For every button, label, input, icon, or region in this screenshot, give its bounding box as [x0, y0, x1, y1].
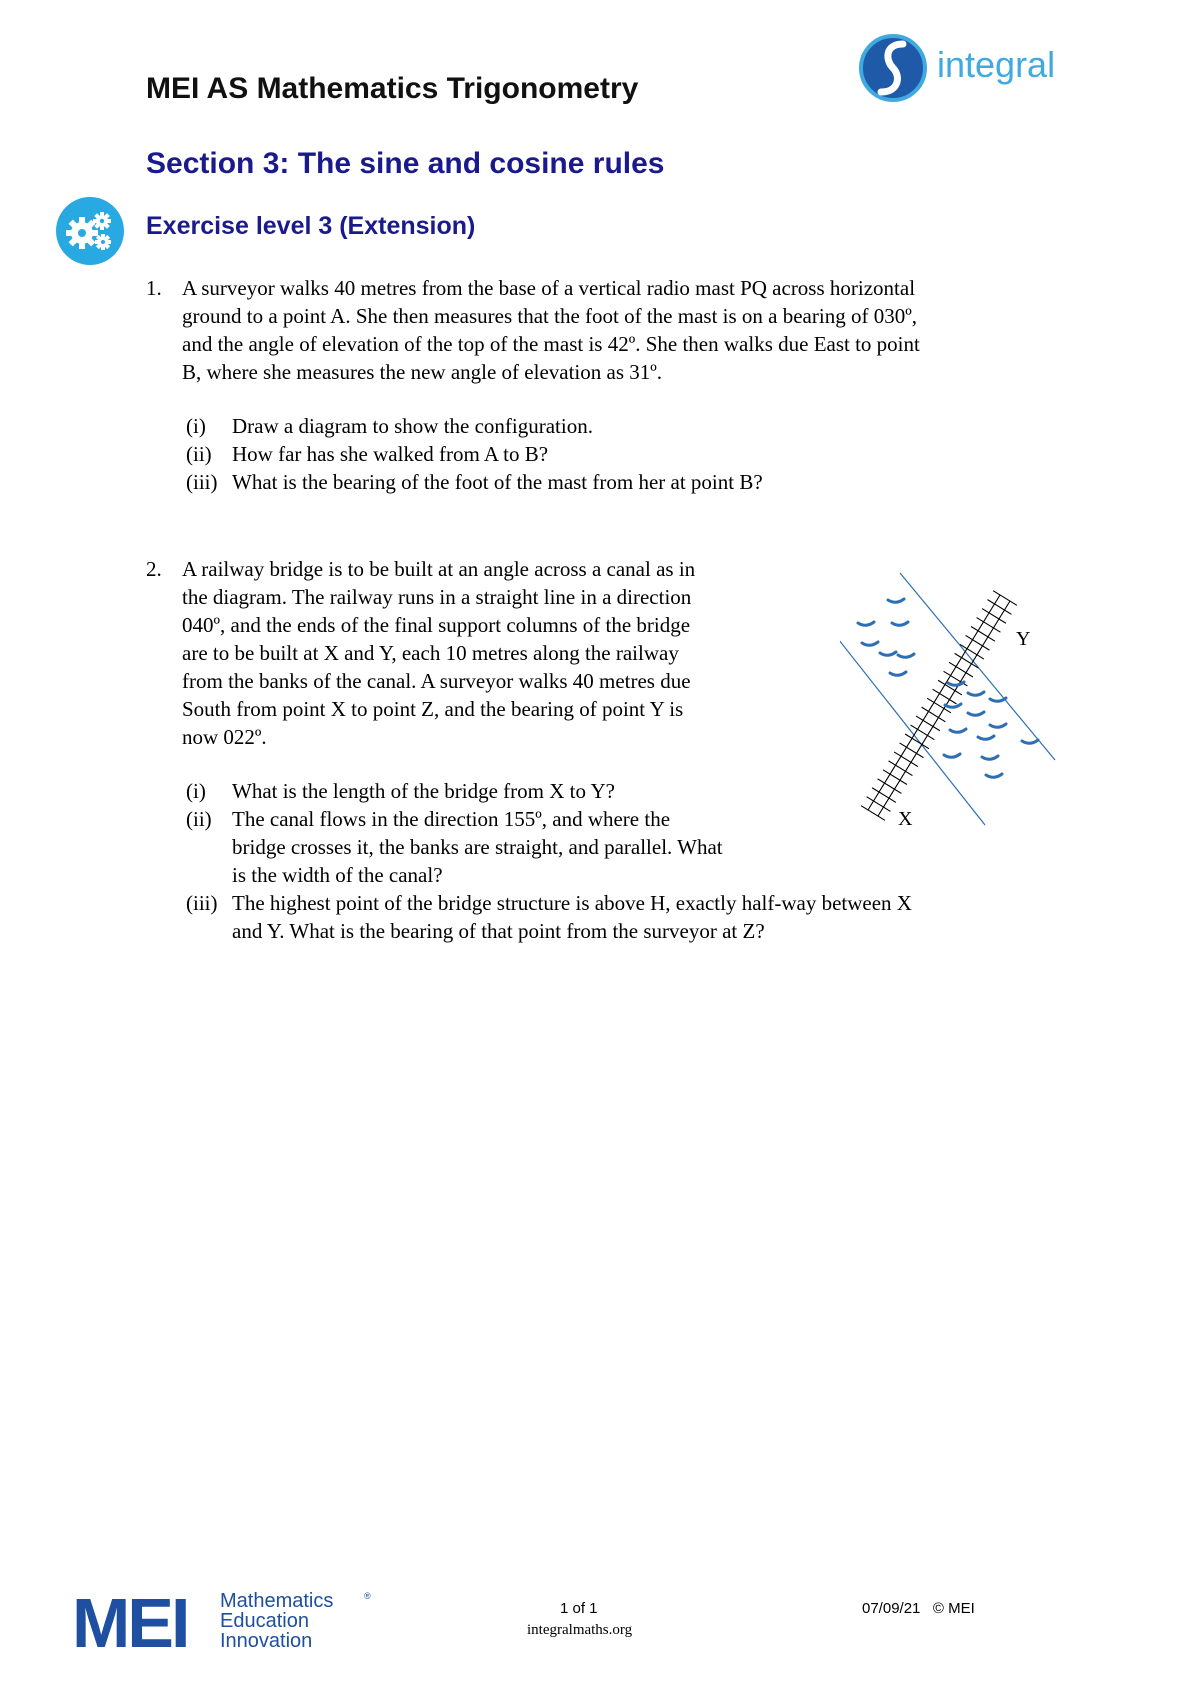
question-1 — [0, 274, 1200, 504]
question-line: South from point X to point Z, and the bearing of point Y is — [182, 697, 684, 721]
railway-sleeper — [878, 779, 902, 794]
footer-date — [862, 1600, 975, 1617]
question-line: are to be built at X and Y, each 10 metres along the railway — [182, 641, 679, 665]
water-ripples — [858, 599, 1038, 777]
railway-sleeper — [949, 662, 973, 677]
part-label: (i) — [186, 414, 206, 438]
part-text: and Y. What is the bearing of that point from the surveyor at Z? — [232, 919, 765, 943]
section-title: Section 3: The sine and cosine rules — [146, 147, 665, 180]
part-text: is the width of the canal? — [232, 863, 443, 887]
railway-track — [861, 591, 1017, 821]
question-parts — [182, 412, 763, 496]
question-line: and the angle of elevation of the top of the mast is 42º. She then walks due East to point — [182, 332, 920, 356]
railway-sleeper — [911, 725, 935, 740]
question-line: now 022º. — [182, 725, 267, 749]
question-number: 2. — [146, 557, 162, 581]
railway-sleeper — [894, 752, 918, 767]
integral-logo-text: integral — [937, 44, 1056, 85]
question-part — [182, 805, 912, 889]
question-part — [182, 412, 763, 440]
org-line: Mathematics — [220, 1590, 334, 1612]
copyright-text: © MEI — [932, 1600, 975, 1617]
railway-sleeper — [922, 707, 946, 722]
question-part — [182, 468, 763, 496]
question-line: 040º, and the ends of the final support columns of the bridge — [182, 613, 691, 637]
question-part — [182, 777, 912, 805]
document-title: MEI AS Mathematics Trigonometry — [146, 72, 639, 105]
railway-sleeper — [971, 627, 995, 642]
railway-sleeper — [916, 716, 940, 731]
date-text: 07/09/21 — [862, 1600, 921, 1617]
railway-sleeper — [977, 618, 1001, 633]
part-text: bridge crosses it, the banks are straight, and parallel. What — [232, 835, 723, 859]
org-line: Education — [220, 1610, 309, 1632]
part-text: How far has she walked from A to B? — [232, 442, 549, 466]
railway-sleeper — [900, 743, 924, 758]
railway-sleeper — [861, 806, 885, 821]
railway-sleeper — [988, 600, 1012, 615]
question-line: the diagram. The railway runs in a straight line in a direction — [182, 585, 692, 609]
part-label: (i) — [186, 779, 206, 803]
railway-sleeper — [982, 609, 1006, 624]
railway-sleeper — [905, 734, 929, 749]
question-part — [182, 440, 763, 468]
railway-sleeper — [955, 653, 979, 668]
question-text — [182, 274, 920, 386]
part-label: (ii) — [186, 807, 212, 831]
canal-bank — [900, 573, 1055, 760]
part-text: What is the length of the bridge from X to Y? — [232, 779, 615, 803]
railway-sleeper — [883, 770, 907, 785]
question-line: from the banks of the canal. A surveyor walks 40 metres due — [182, 669, 691, 693]
part-label: (ii) — [186, 442, 212, 466]
part-text: Draw a diagram to show the configuration. — [232, 414, 593, 438]
question-number: 1. — [146, 276, 162, 300]
railway-sleeper — [966, 635, 990, 650]
integral-logo — [855, 30, 1095, 110]
question-line: A surveyor walks 40 metres from the base of a vertical radio mast PQ across horizontal — [182, 276, 916, 300]
question-text — [182, 555, 695, 751]
railway-sleeper — [872, 788, 896, 803]
bridge-canal-diagram — [840, 565, 1070, 840]
question-line: B, where she measures the new angle of elevation as 31º. — [182, 360, 663, 384]
part-label: (iii) — [186, 891, 218, 915]
railway-sleeper — [993, 591, 1017, 606]
railway-sleepers — [861, 591, 1017, 821]
question-parts — [182, 777, 912, 945]
question-part — [182, 889, 912, 945]
part-text: The highest point of the bridge structure is above H, exactly half-way between X — [232, 891, 912, 915]
exercise-title: Exercise level 3 (Extension) — [146, 212, 476, 240]
site-link[interactable]: integralmaths.org — [527, 1622, 633, 1638]
part-label: (iii) — [186, 470, 218, 494]
point-y-label: Y — [1016, 628, 1031, 650]
point-x-label: X — [898, 808, 913, 830]
page-number: 1 of 1 — [560, 1600, 598, 1617]
railway-sleeper — [933, 689, 957, 704]
gears-icon — [55, 196, 125, 266]
part-text: The canal flows in the direction 155º, and where the — [232, 807, 671, 831]
mei-logo — [72, 1587, 392, 1653]
question-line: ground to a point A. She then measures that the foot of the mast is on a bearing of 030º, — [182, 304, 917, 328]
railway-sleeper — [867, 797, 891, 812]
mei-logo-text: MEI — [72, 1587, 188, 1653]
org-line: Innovation — [220, 1630, 313, 1652]
part-text: What is the bearing of the foot of the mast from her at point B? — [232, 470, 763, 494]
registered-mark: ® — [364, 1591, 371, 1601]
railway-sleeper — [960, 644, 984, 659]
railway-sleeper — [889, 761, 913, 776]
question-line: A railway bridge is to be built at an angle across a canal as in — [182, 557, 696, 581]
integral-logo-icon — [861, 36, 925, 100]
